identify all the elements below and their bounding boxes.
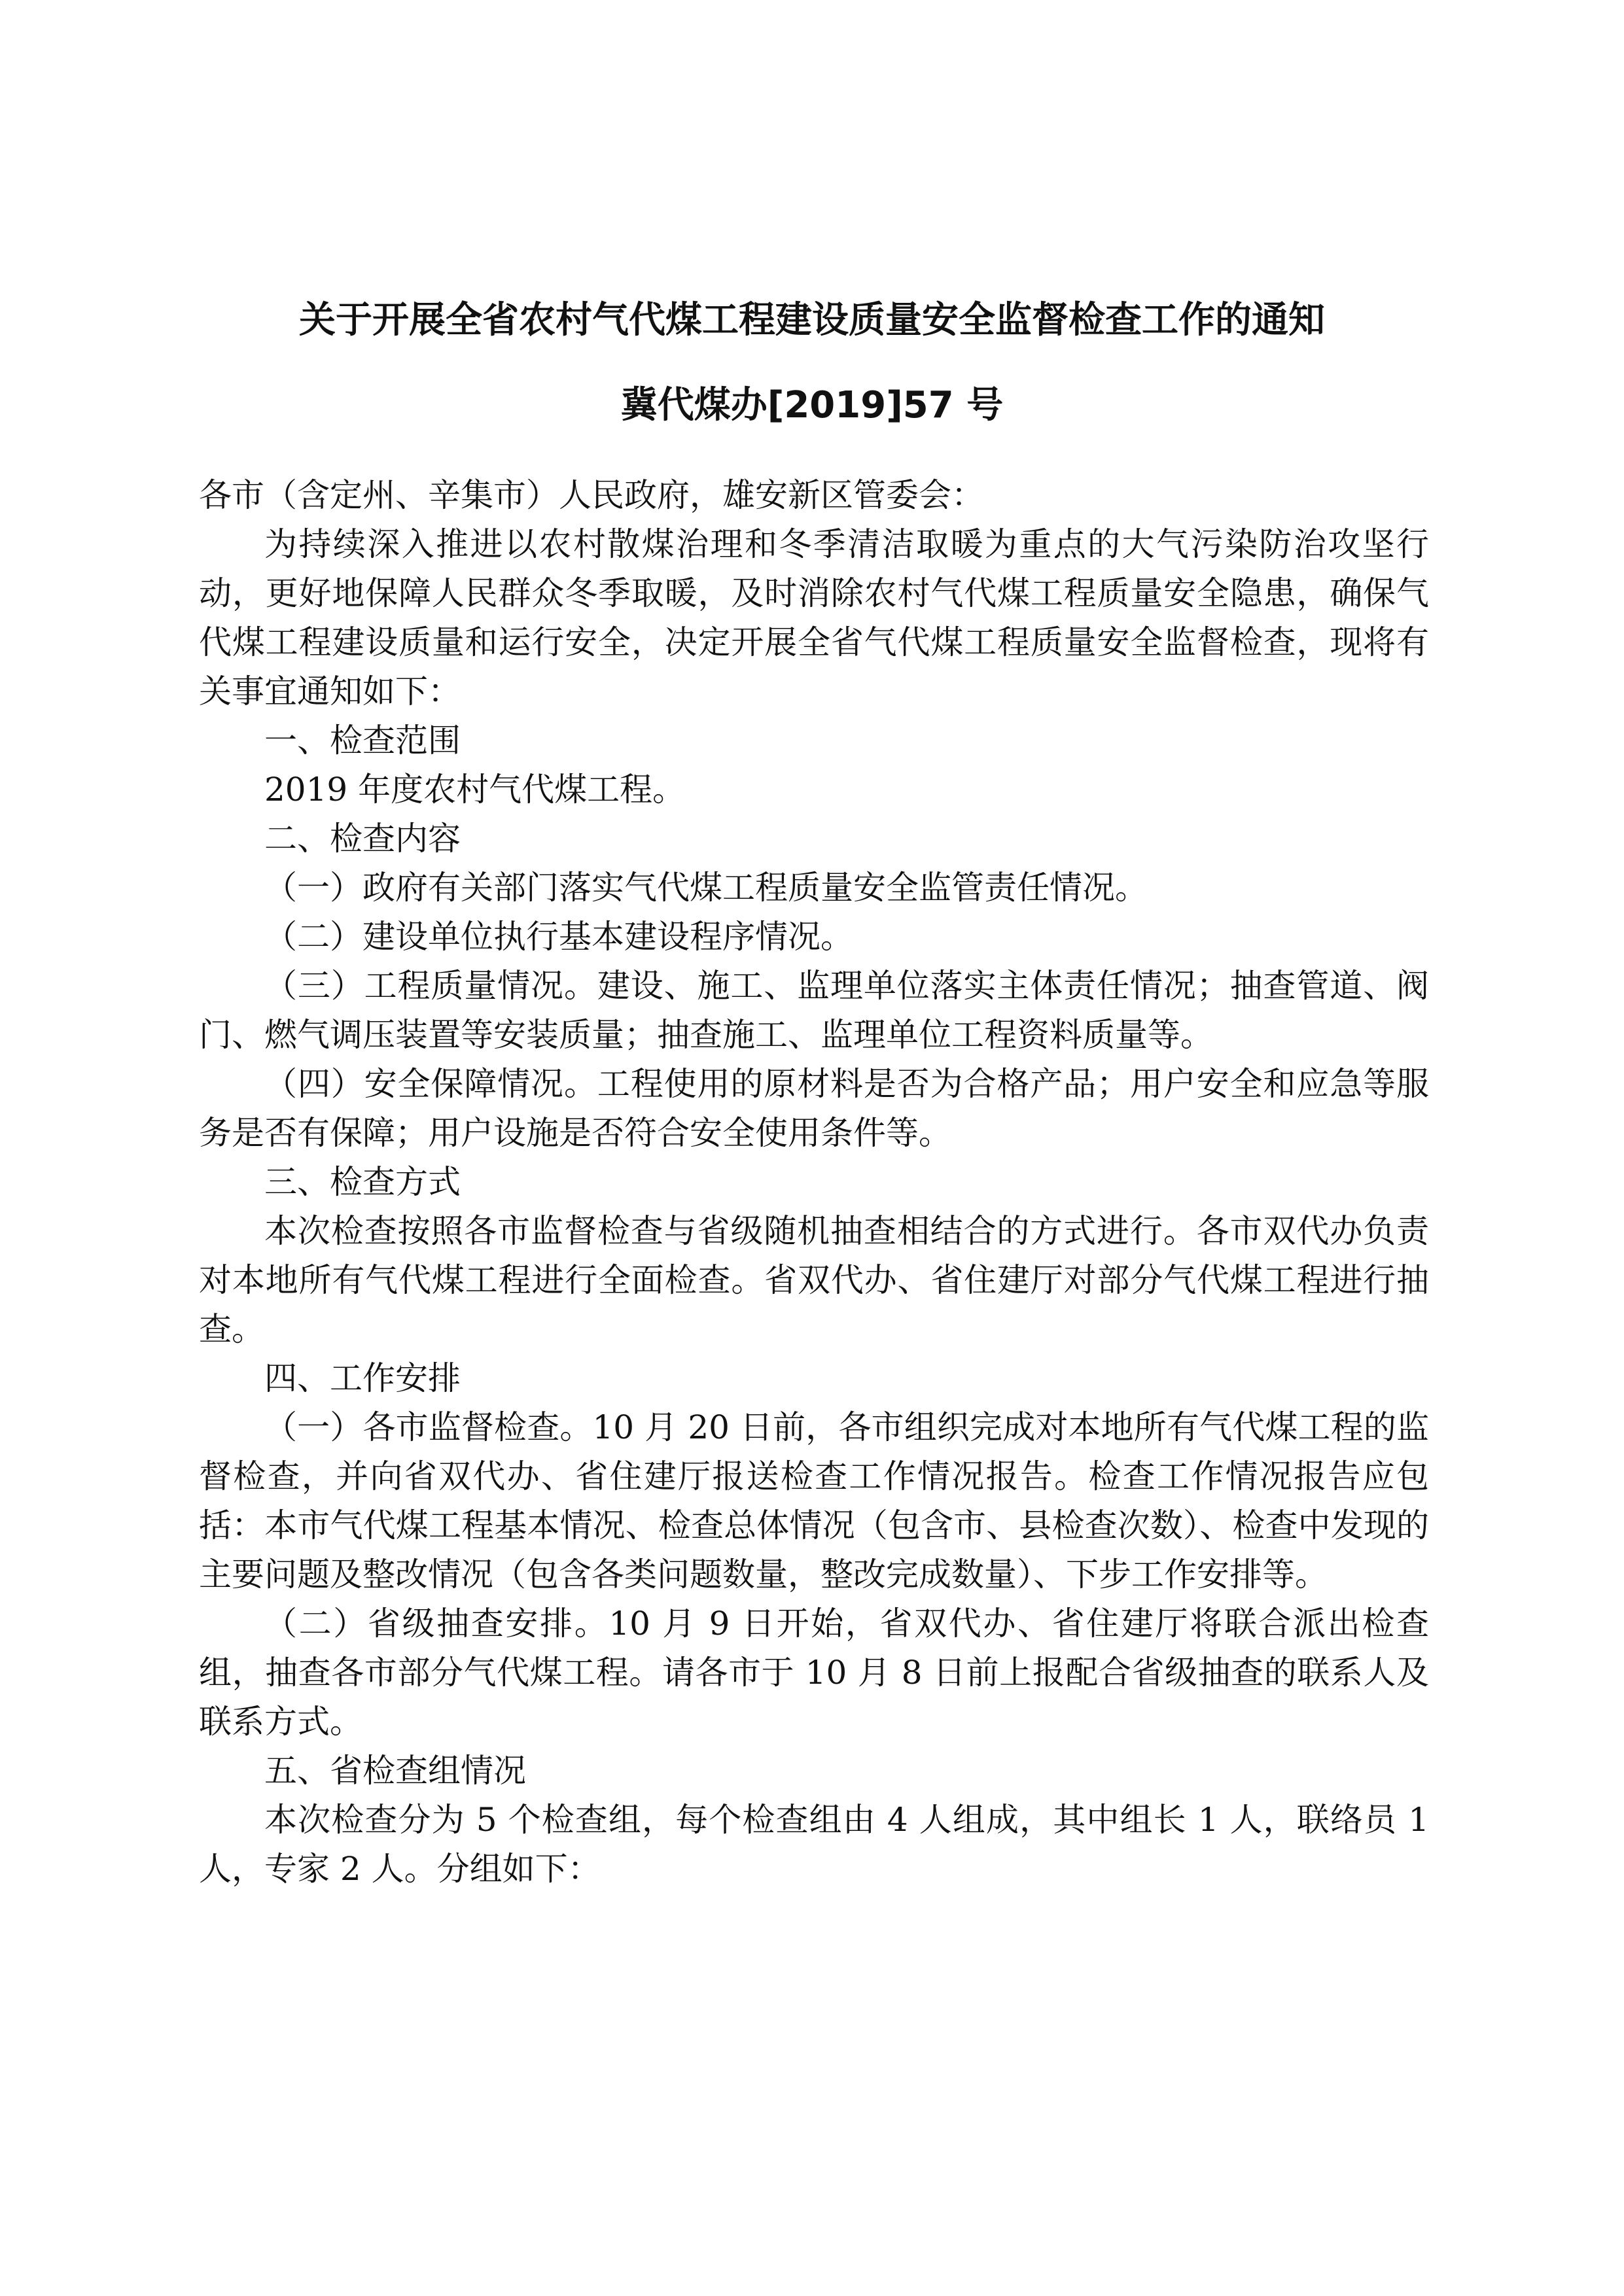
section-heading-scope: 一、检查范围	[264, 722, 461, 759]
section-heading-method: 三、检查方式	[264, 1163, 461, 1201]
salutation: 各市（含定州、辛集市）人民政府，雄安新区管委会：	[199, 476, 984, 514]
document-title: 关于开展全省农村气代煤工程建设质量安全监督检查工作的通知	[299, 299, 1325, 341]
paragraph-arrangement-1: （一）各市监督检查。10 月 20 日前，各市组织完成对本地所有气代煤工程的监督检查，并向省双代办、省住建厅报送检查工作情况报告。检查工作情况报告应包括：本市气代煤工程基本情况、检查总体情况（包含市、县检查次数）、检查中发现的主要问题及整改情况（包含各类问题数量，整改完成数量）、下步工作安排等。	[199, 1408, 1429, 1593]
paragraph-arrangement-2: （二）省级抽查安排。10 月 9 日开始，省双代办、省住建厅将联合派出检查组，抽查各市部分气代煤工程。请各市于 10 月 8 日前上报配合省级抽查的联系人及联系方式。	[199, 1605, 1429, 1741]
paragraph-content-4: （四）安全保障情况。工程使用的原材料是否为合格产品；用户安全和应急等服务是否有保障；用户设施是否符合安全使用条件等。	[199, 1065, 1429, 1152]
paragraph-content-3: （三）工程质量情况。建设、施工、监理单位落实主体责任情况；抽查管道、阀门、燃气调压装置等安装质量；抽查施工、监理单位工程资料质量等。	[199, 967, 1429, 1054]
paragraph-intro: 为持续深入推进以农村散煤治理和冬季清洁取暖为重点的大气污染防治攻坚行动，更好地保障人民群众冬季取暖，及时消除农村气代煤工程质量安全隐患，确保气代煤工程建设质量和运行安全，决定开展全省气代煤工程质量安全监督检查，现将有关事宜通知如下：	[199, 525, 1429, 710]
paragraph-content-2: （二）建设单位执行基本建设程序情况。	[264, 918, 853, 956]
section-heading-arrangement: 四、工作安排	[264, 1359, 461, 1397]
document-body	[199, 471, 1429, 1894]
section-heading-groups: 五、省检查组情况	[264, 1752, 526, 1790]
section-heading-content: 二、检查内容	[264, 820, 461, 858]
paragraph-method: 本次检查按照各市监督检查与省级随机抽查相结合的方式进行。各市双代办负责对本地所有气代煤工程进行全面检查。省双代办、省住建厅对部分气代煤工程进行抽查。	[199, 1212, 1429, 1348]
paragraph-scope: 2019 年度农村气代煤工程。	[264, 771, 686, 809]
paragraph-content-1: （一）政府有关部门落实气代煤工程质量安全监管责任情况。	[264, 869, 1148, 907]
document-number: 冀代煤办[2019]57 号	[620, 384, 1004, 426]
paragraph-groups: 本次检查分为 5 个检查组，每个检查组由 4 人组成，其中组长 1 人，联络员 1 人，专家 2 人。分组如下：	[199, 1801, 1429, 1888]
